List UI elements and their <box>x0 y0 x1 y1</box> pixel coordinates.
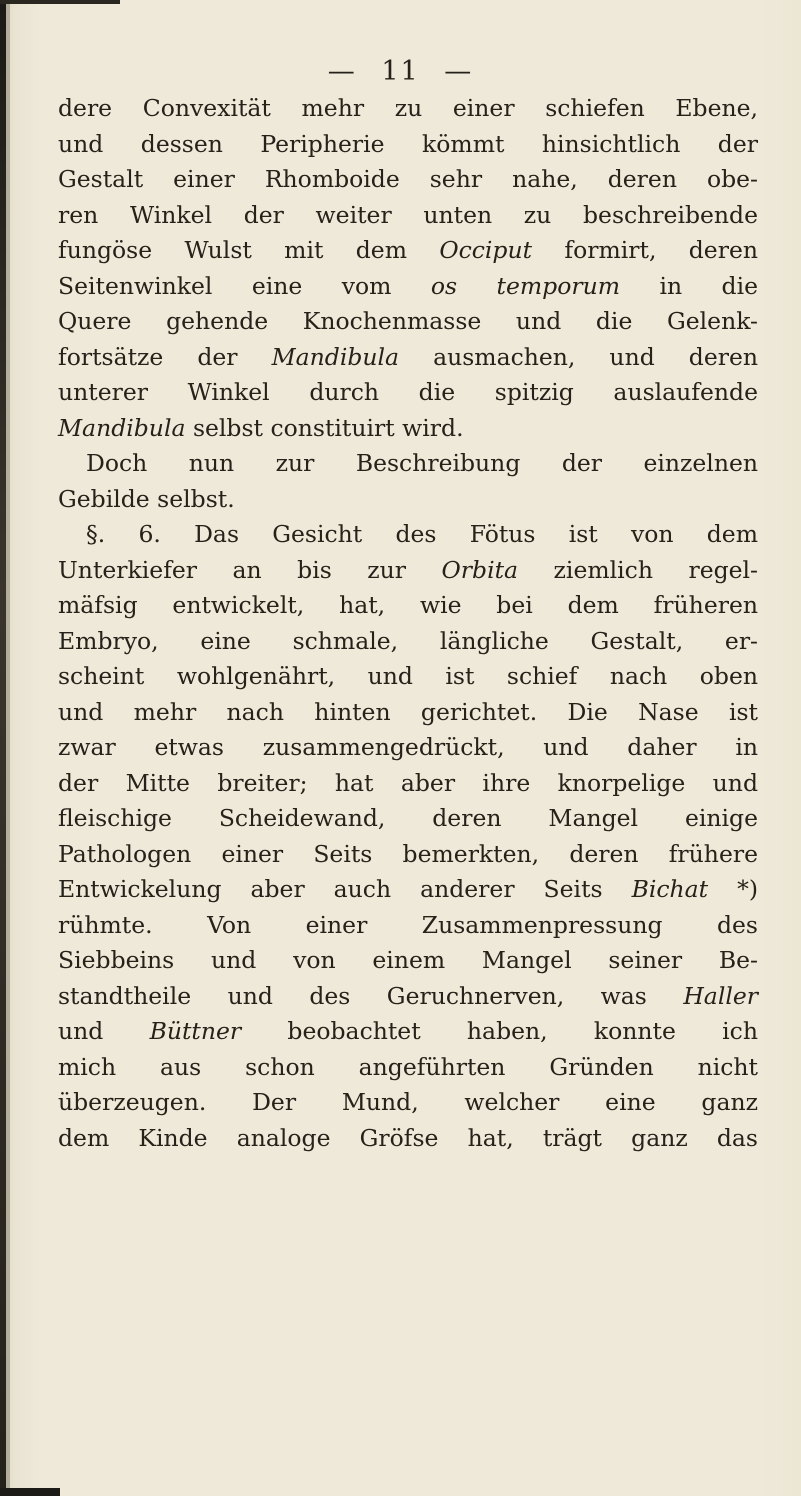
text-line: und Büttner beobachtet haben, konnte ich <box>58 1017 758 1045</box>
italic-term: Occiput <box>439 236 533 264</box>
italic-term: Orbita <box>441 555 519 584</box>
text-line: und dessen Peripherie kömmt hinsichtlich der <box>58 129 758 158</box>
text-line: Pathologen einer Seits bemerkten, deren frühere <box>58 839 758 868</box>
italic-term: Mandibula <box>58 413 186 442</box>
text-line: Doch nun zur Beschreibung der einzelnen <box>86 449 758 477</box>
text-line: Mandibula selbst constituirt wird. <box>58 413 464 442</box>
text-line: Embryo, eine schmale, längliche Gestalt, er- <box>58 626 758 655</box>
text-line: unterer Winkel durch die spitzig auslaufende <box>58 378 758 406</box>
text-line: fleischige Scheidewand, deren Mangel einige <box>58 804 758 832</box>
header-dash-left: — <box>327 56 357 87</box>
text-line: dere Convexität mehr zu einer schiefen Ebene, <box>58 94 758 122</box>
text-line: Gestalt einer Rhomboide sehr nahe, deren obe- <box>58 165 758 193</box>
body-text <box>58 91 758 1156</box>
text-line: standtheile und des Geruchnerven, was Haller <box>58 981 758 1010</box>
italic-term: Haller <box>683 981 758 1010</box>
header-dash-right: — <box>444 56 474 87</box>
text-line: und mehr nach hinten gerichtet. Die Nase ist <box>58 697 758 726</box>
page-header <box>0 56 801 87</box>
text-line: mäfsig entwickelt, hat, wie bei dem früheren <box>58 591 758 619</box>
text-line: Seitenwinkel eine vom os temporum in die <box>58 271 759 300</box>
text-line: der Mitte breiter; hat aber ihre knorpelige und <box>58 768 758 797</box>
text-line: Entwickelung aber auch anderer Seits Bichat *) <box>58 875 759 903</box>
italic-term: Bichat <box>631 875 709 903</box>
text-line: Gebilde selbst. <box>58 484 235 513</box>
page-number: 11 <box>381 56 420 87</box>
text-line: mich aus schon angeführten Gründen nicht <box>58 1052 758 1081</box>
italic-term: Büttner <box>149 1017 242 1045</box>
text-line: §. 6. Das Gesicht des Fötus ist von dem <box>86 520 758 548</box>
italic-term: Mandibula <box>271 342 400 371</box>
text-line: Siebbeins und von einem Mangel seiner Be- <box>58 946 758 974</box>
text-line: ren Winkel der weiter unten zu beschreibende <box>58 200 758 229</box>
text-line: dem Kinde analoge Gröfse hat, trägt ganz das <box>58 1123 758 1152</box>
text-line: scheint wohlgenährt, und ist schief nach oben <box>58 662 758 690</box>
bottom-edge-mark <box>0 1488 60 1496</box>
text-line: zwar etwas zusammengedrückt, und daher in <box>58 733 758 761</box>
text-line: Unterkiefer an bis zur Orbita ziemlich regel- <box>58 555 759 584</box>
top-edge-mark <box>0 0 120 4</box>
binding-shadow <box>6 0 10 1496</box>
text-line: rühmte. Von einer Zusammenpressung des <box>58 910 758 939</box>
text-line: überzeugen. Der Mund, welcher eine ganz <box>58 1088 758 1116</box>
text-line: Quere gehende Knochenmasse und die Gelenk- <box>58 307 758 335</box>
text-line: fungöse Wulst mit dem Occiput formirt, deren <box>58 236 758 264</box>
text-line: fortsätze der Mandibula ausmachen, und deren <box>58 342 758 371</box>
italic-term: os temporum <box>430 271 621 300</box>
